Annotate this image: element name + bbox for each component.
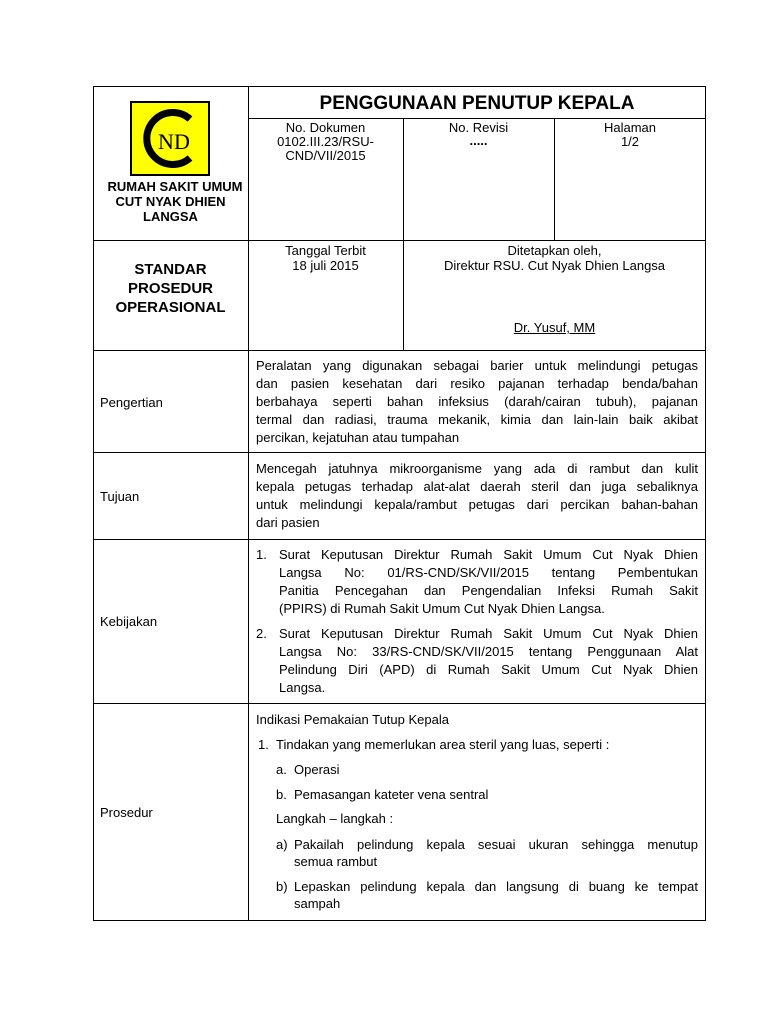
- issue-date-value: 18 juli 2015: [292, 258, 359, 273]
- prosedur-step-b-number: b): [276, 879, 288, 894]
- hospital-name-line1: RUMAH SAKIT UMUM: [107, 179, 243, 194]
- tujuan-line-4: dari pasien: [256, 515, 320, 530]
- hospital-logo: [130, 101, 210, 176]
- tujuan-label: Tujuan: [100, 489, 140, 504]
- tujuan-line-1: Mencegah jatuhnya mikroorganisme yang ada di rambut dan kulit: [256, 461, 698, 476]
- row-divider: [93, 452, 706, 453]
- prosedur-sub-a: Operasi: [294, 762, 340, 777]
- prosedur-label: Prosedur: [100, 805, 153, 820]
- prosedur-item-1-number: 1.: [258, 737, 269, 752]
- doc-number-value-2: CND/VII/2015: [285, 148, 366, 163]
- hospital-name-line2: CUT NYAK DHIEN: [115, 194, 226, 209]
- prosedur-intro: Indikasi Pemakaian Tutup Kepala: [256, 712, 449, 727]
- revision-label: No. Revisi: [448, 120, 509, 135]
- row-divider: [93, 539, 706, 540]
- pengertian-line-3: berbahaya seperti bahan infeksius (darah/cairan tubuh), pajanan: [256, 394, 698, 409]
- sop-title-line2: PROSEDUR: [127, 280, 213, 297]
- sop-title-line1: STANDAR: [134, 261, 207, 278]
- doc-number-label: No. Dokumen: [285, 120, 366, 135]
- tujuan-line-2: kepala petugas terhadap alat-alat daerah steril dan juga sebaliknya: [256, 479, 698, 494]
- pengertian-line-1: Peralatan yang digunakan sebagai barier untuk melindungi petugas: [256, 358, 698, 373]
- logo-graphic: [132, 103, 208, 174]
- doc-number-value-1: 0102.III.23/RSU-: [277, 134, 374, 149]
- kebijakan-item-1-line-4: (PPIRS) di Rumah Sakit Umum Cut Nyak Dhien Langsa.: [279, 601, 605, 616]
- logo-n: N: [158, 129, 174, 154]
- kebijakan-item-1-line-3: Panitia Pencegahan dan Pengendalian Infeksi Rumah Sakit: [279, 583, 698, 598]
- document-title: PENGGUNAAN PENUTUP KEPALA: [319, 93, 635, 114]
- row-divider: [93, 703, 706, 704]
- approver-role: Direktur RSU. Cut Nyak Dhien Langsa: [443, 258, 666, 273]
- kebijakan-item-2-line-1: Surat Keputusan Direktur Rumah Sakit Umum Cut Nyak Dhien: [279, 626, 698, 641]
- prosedur-step-a-number: a): [276, 837, 288, 852]
- kebijakan-item-1-number: 1.: [256, 547, 267, 562]
- page-label: Halaman: [603, 120, 657, 135]
- prosedur-step-a-line-2: semua rambut: [294, 854, 378, 869]
- kebijakan-item-2-line-4: Langsa.: [279, 680, 326, 695]
- kebijakan-item-2-number: 2.: [256, 626, 267, 641]
- prosedur-step-b-line-2: sampah: [294, 896, 341, 911]
- pengertian-line-4: termal dan radiasi, trauma mekanik, kimia dan lain-lain baik akibat: [256, 412, 698, 427]
- hospital-name-line3: LANGSA: [143, 209, 198, 224]
- revision-value: .....: [469, 133, 488, 148]
- kebijakan-item-2-line-2: Langsa No: 33/RS-CND/SK/VII/2015 tentang Penggunaan Alat: [279, 644, 698, 659]
- tujuan-line-3: untuk melindungi kepala/rambut petugas dari percikan bahan-bahan: [256, 497, 698, 512]
- content-divider: [248, 350, 249, 921]
- pengertian-line-5: percikan, kejatuhan atau tumpahan: [256, 430, 460, 445]
- prosedur-steps-label: Langkah – langkah :: [276, 811, 394, 826]
- prosedur-step-b-line-1: Lepaskan pelindung kepala dan langsung di buang ke tempat: [294, 879, 698, 894]
- logo-d: D: [174, 129, 190, 154]
- page-value: 1/2: [620, 134, 640, 149]
- kebijakan-label: Kebijakan: [100, 614, 158, 629]
- approved-by-label: Ditetapkan oleh,: [507, 243, 602, 258]
- prosedur-sub-a-number: a.: [276, 762, 287, 777]
- prosedur-step-a-line-1: Pakailah pelindung kepala sesuai ukuran sehingga menutup: [294, 837, 698, 852]
- kebijakan-item-1-line-1: Surat Keputusan Direktur Rumah Sakit Umum Cut Nyak Dhien: [279, 547, 698, 562]
- issue-date-label: Tanggal Terbit: [285, 243, 366, 258]
- title-underline: [248, 118, 706, 119]
- prosedur-sub-b-number: b.: [276, 787, 287, 802]
- kebijakan-item-1-line-2: Langsa No: 01/RS-CND/SK/VII/2015 tentang Pembentukan: [279, 565, 698, 580]
- approver-name: Dr. Yusuf, MM: [513, 320, 596, 335]
- kebijakan-item-2-line-3: Pelindung Diri (APD) di Rumah Sakit Umum Cut Nyak Dhien: [279, 662, 698, 677]
- pengertian-line-2: dan pasien kesehatan dari resiko pajanan terhadap benda/bahan: [256, 376, 698, 391]
- prosedur-item-1: Tindakan yang memerlukan area steril yang luas, seperti :: [276, 737, 610, 752]
- sop-title-line3: OPERASIONAL: [115, 299, 226, 316]
- prosedur-sub-b: Pemasangan kateter vena sentral: [294, 787, 489, 802]
- pengertian-label: Pengertian: [100, 395, 163, 410]
